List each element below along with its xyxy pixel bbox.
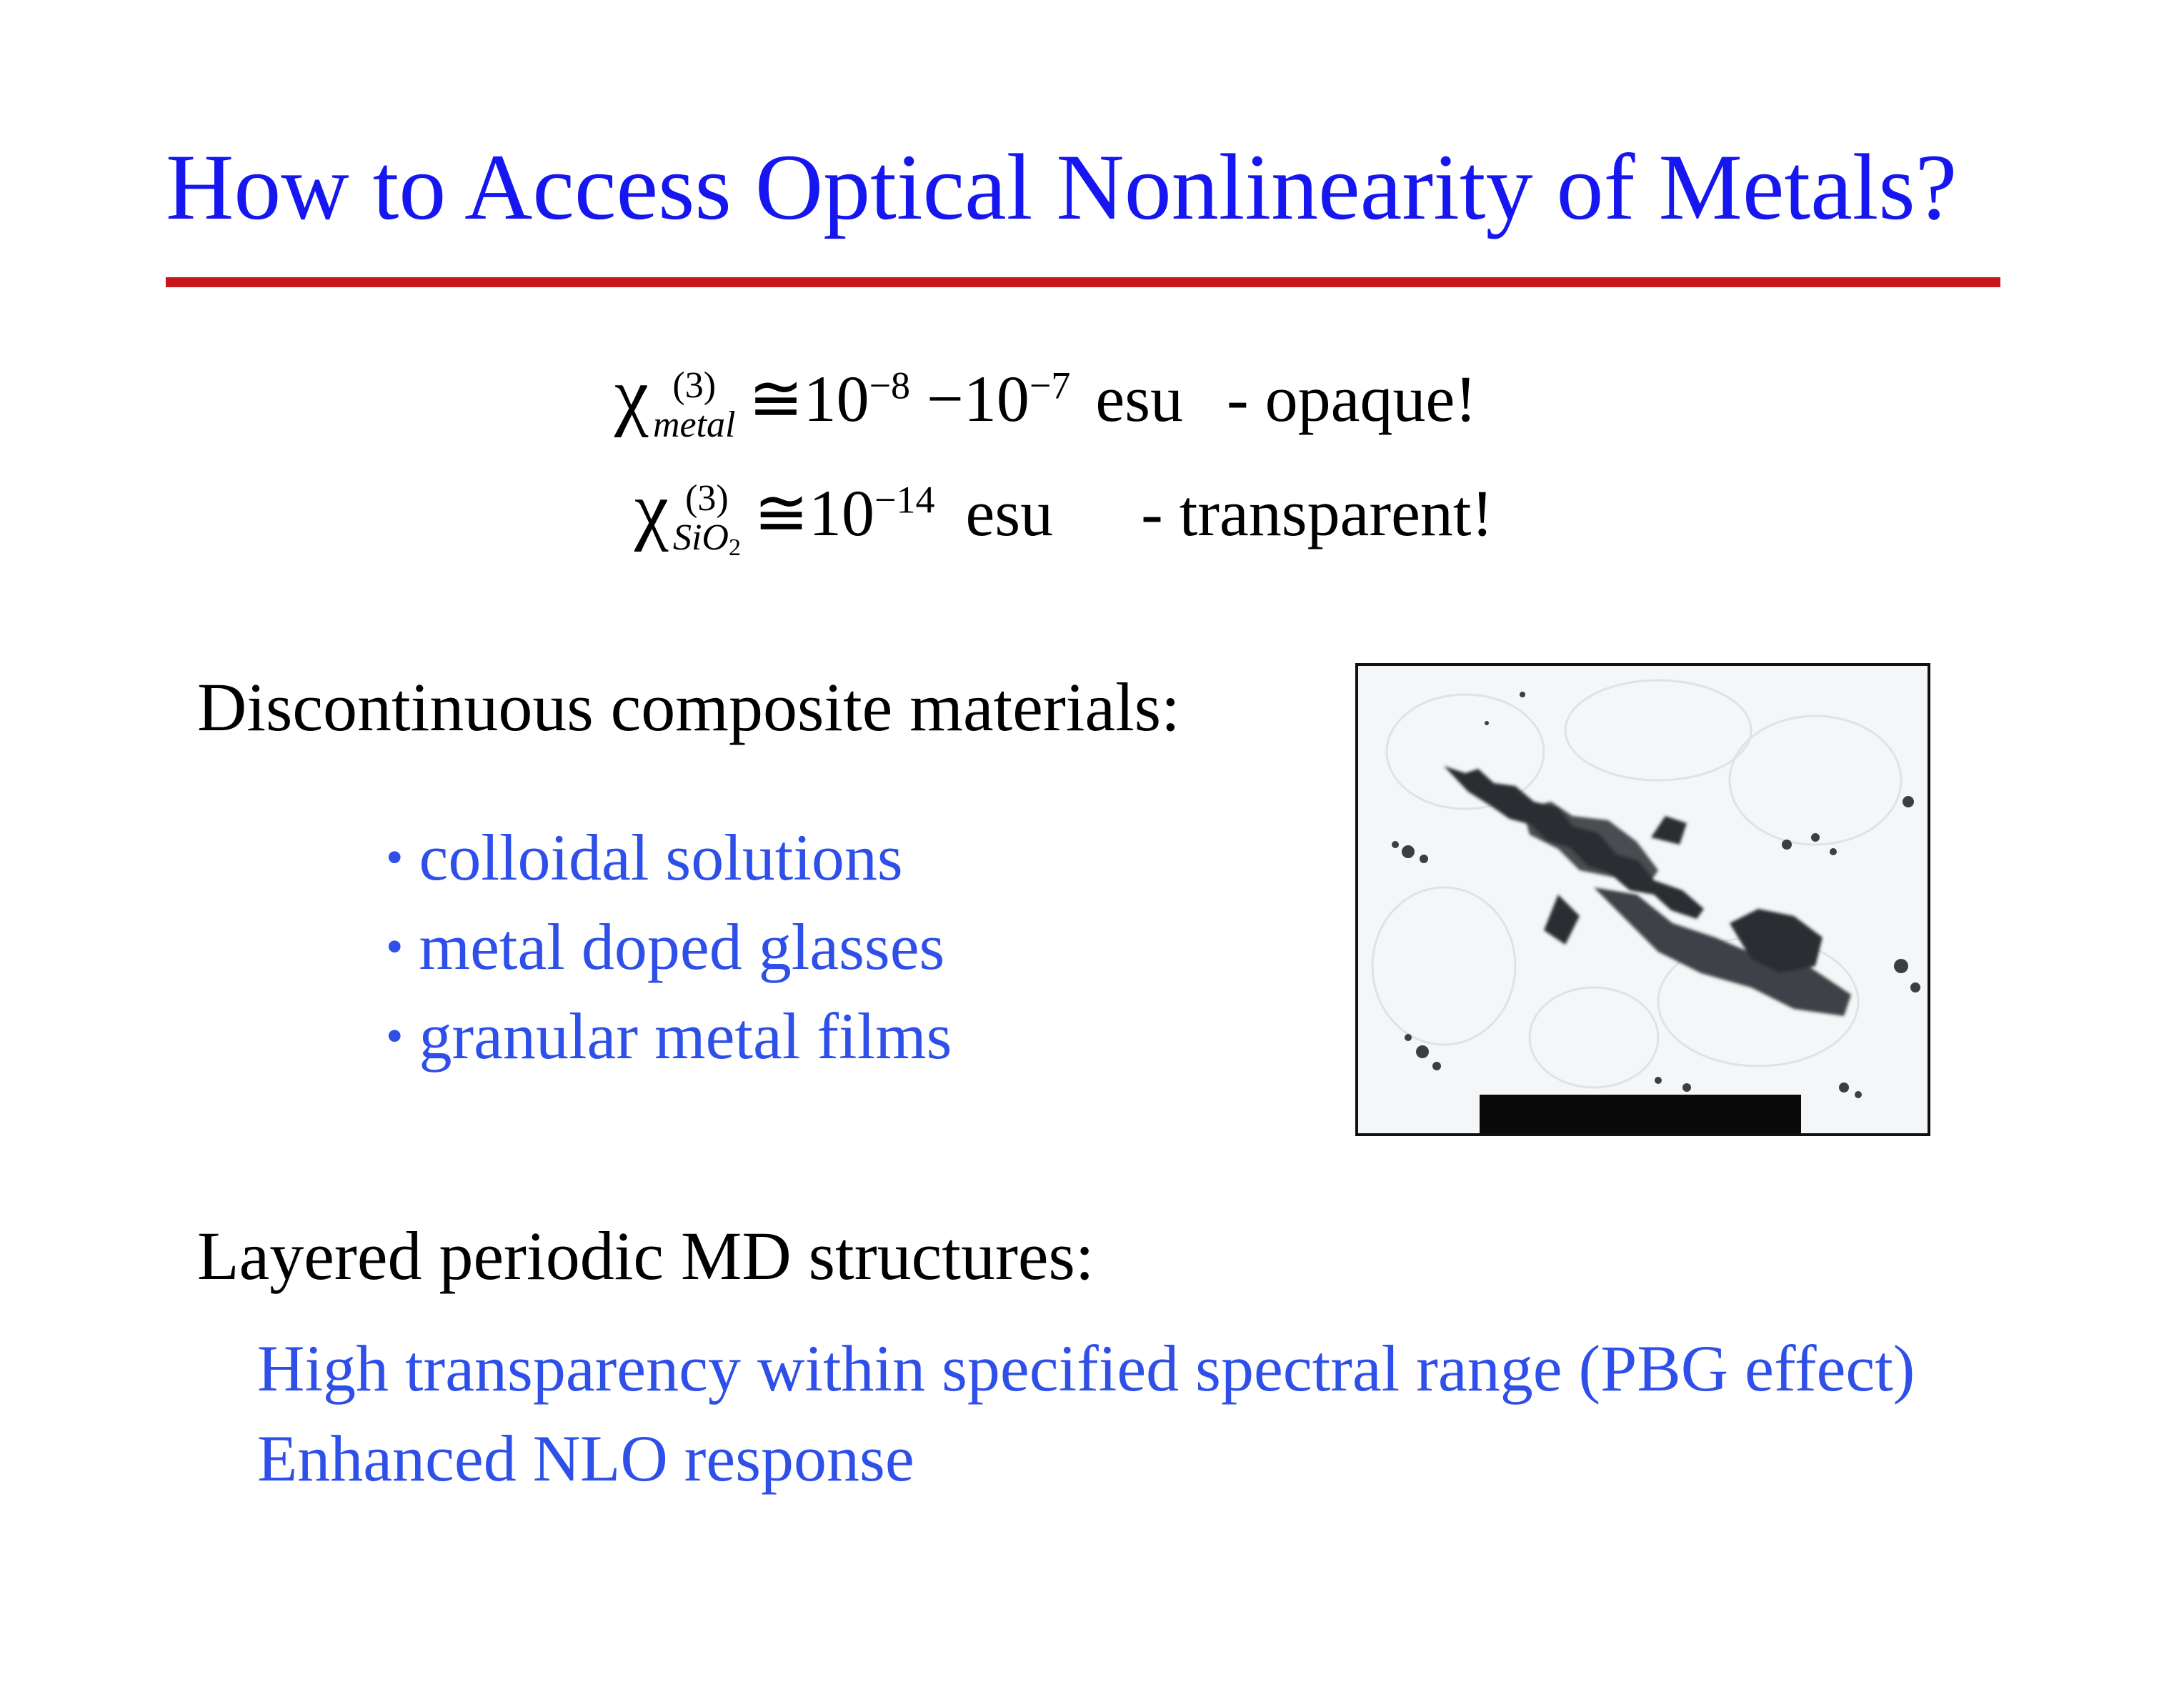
chi-indices xyxy=(673,479,741,560)
list-item xyxy=(386,992,952,1081)
subscript-index: 2 xyxy=(728,534,741,561)
opacity-note: - opaque! xyxy=(1227,362,1477,435)
slide-title: How to Access Optical Nonlinearity of Metals? xyxy=(166,134,1958,239)
layered-line: Enhanced NLO response xyxy=(257,1422,914,1495)
equation-sio2 xyxy=(634,467,1494,561)
list-item-label: colloidal solutions xyxy=(419,821,903,894)
transparency-note: - transparent! xyxy=(1141,477,1494,549)
chi-order: (3) xyxy=(685,478,729,519)
bullet-icon: • xyxy=(386,920,404,975)
chi-symbol: χ xyxy=(634,467,669,552)
bullet-icon: • xyxy=(386,830,404,885)
chi-indices xyxy=(653,367,736,444)
micrograph-graphic xyxy=(1358,666,1928,1133)
value-low: 10 xyxy=(803,362,869,435)
value-high: 10 xyxy=(963,362,1029,435)
exponent: −14 xyxy=(874,478,935,522)
unit: esu xyxy=(1095,362,1184,435)
bullet-icon: • xyxy=(386,1009,404,1064)
chi-symbol: χ xyxy=(614,353,649,438)
unit: esu xyxy=(965,477,1054,549)
list-item xyxy=(386,813,952,902)
micrograph-image xyxy=(1355,663,1930,1136)
layered-heading: Layered periodic MD structures: xyxy=(197,1218,1095,1294)
approx-sign: ≅ xyxy=(753,477,809,549)
composite-list xyxy=(386,813,952,1081)
chi-order: (3) xyxy=(672,365,717,407)
chi-subscript xyxy=(673,519,741,561)
list-item-label: granular metal films xyxy=(419,1000,952,1073)
exponent-high: −7 xyxy=(1029,364,1071,407)
exponent-low: −8 xyxy=(869,364,911,407)
range-dash: − xyxy=(927,362,964,435)
list-item-label: metal doped glasses xyxy=(419,910,945,983)
composite-heading: Discontinuous composite materials: xyxy=(197,669,1180,745)
chi-subscript: metal xyxy=(652,404,736,445)
value: 10 xyxy=(809,477,875,549)
layered-lines xyxy=(257,1323,1915,1503)
equation-metal xyxy=(614,353,1477,445)
title-underline xyxy=(166,277,2000,287)
subscript-base: SiO xyxy=(672,517,729,558)
approx-sign: ≅ xyxy=(748,362,804,435)
layered-line: High transparency within specified spectral range (PBG effect) xyxy=(257,1332,1915,1405)
list-item xyxy=(386,902,952,992)
